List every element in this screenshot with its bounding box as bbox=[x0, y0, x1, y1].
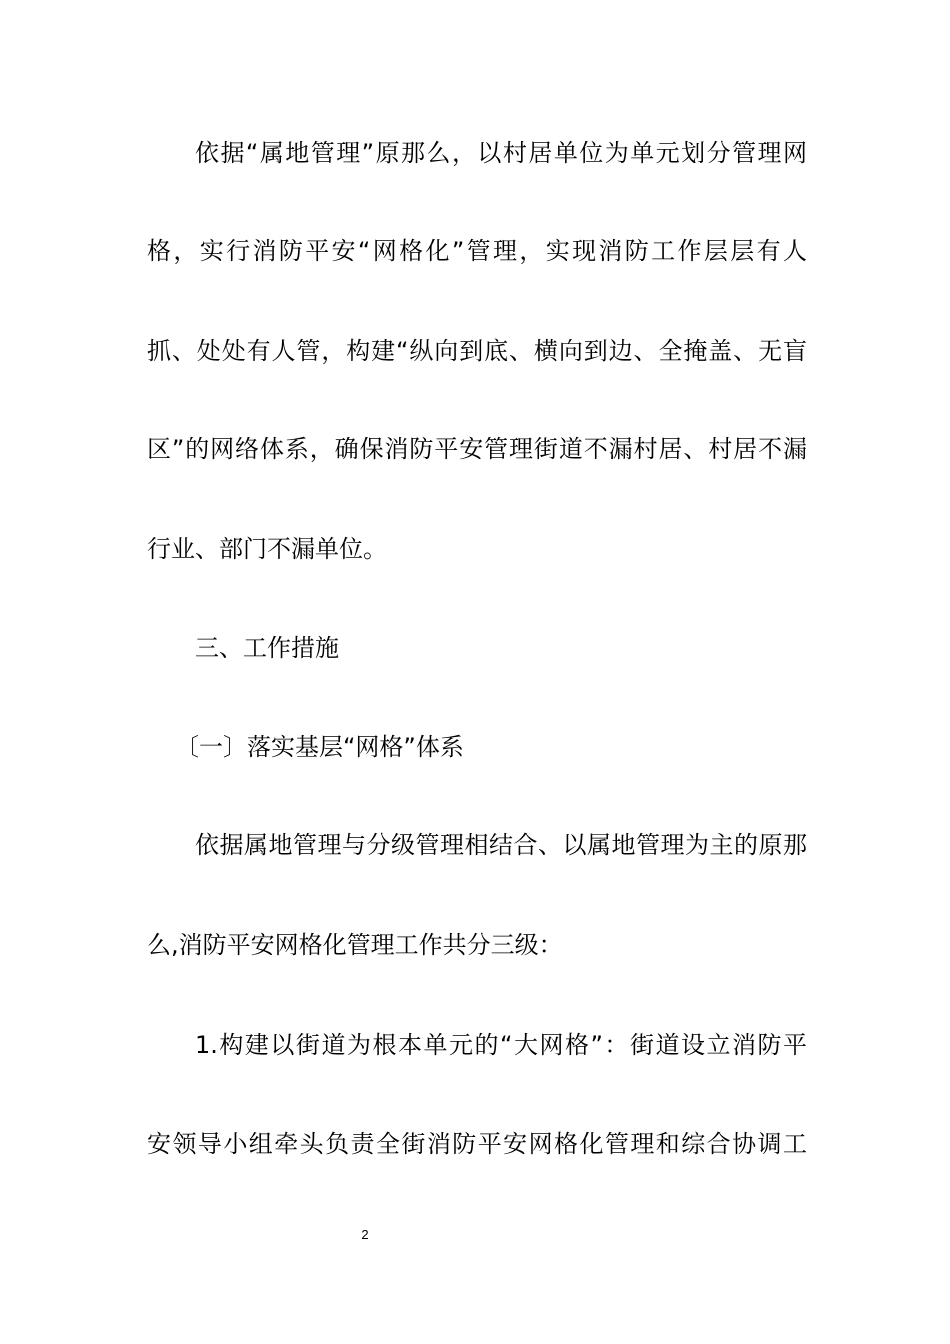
paragraph-1-line-3: 抓、处处有人管，构建“纵向到底、横向到边、全掩盖、无盲 bbox=[147, 337, 807, 365]
paragraph-1-line-5: 行业、部门不漏单位。 bbox=[147, 535, 387, 563]
paragraph-1-line-2: 格，实行消防平安“网格化”管理，实现消防工作层层有人 bbox=[147, 237, 807, 265]
paragraph-1-line-4: 区”的网络体系，确保消防平安管理街道不漏村居、村居不漏 bbox=[147, 435, 807, 463]
subsection-heading: 〔一〕落实基层“网格”体系 bbox=[175, 733, 464, 761]
paragraph-3-line-1: 1.构建以街道为根本单元的“大网格”：街道设立消防平 bbox=[195, 1031, 807, 1059]
page-number: 2 bbox=[361, 1227, 369, 1242]
paragraph-2-line-2: 么,消防平安网格化管理工作共分三级： bbox=[147, 931, 563, 959]
paragraph-1-line-1: 依据“属地管理”原那么，以村居单位为单元划分管理网 bbox=[195, 139, 807, 167]
section-heading: 三、工作措施 bbox=[195, 634, 339, 662]
paragraph-3-line-2: 安领导小组牵头负责全街消防平安网格化管理和综合协调工 bbox=[147, 1130, 807, 1158]
paragraph-2-line-1: 依据属地管理与分级管理相结合、以属地管理为主的原那 bbox=[195, 831, 807, 859]
